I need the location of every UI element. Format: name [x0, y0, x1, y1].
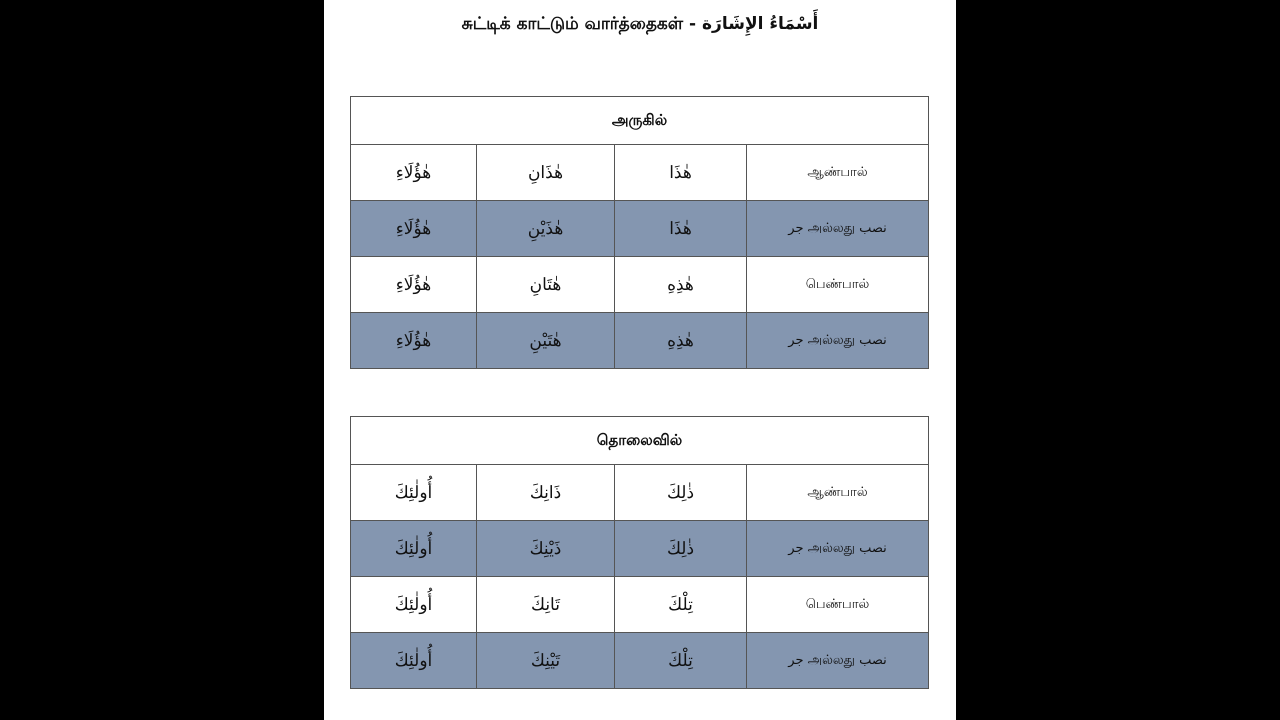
row-label: جر அல்லது نصب [747, 633, 929, 689]
plural-cell: أُولٰئِكَ [351, 465, 477, 521]
table-row [351, 257, 929, 313]
row-label: ஆண்பால் [747, 465, 929, 521]
dual-cell: تَيْنِكَ [477, 633, 615, 689]
singular-cell: تِلْكَ [615, 633, 747, 689]
dual-cell: ذَيْنِكَ [477, 521, 615, 577]
row-label: جر அல்லது نصب [747, 201, 929, 257]
singular-cell: هٰذَا [615, 201, 747, 257]
table-row [351, 201, 929, 257]
row-label: ஆண்பால் [747, 145, 929, 201]
table-row [351, 577, 929, 633]
table-row [351, 145, 929, 201]
plural-cell: أُولٰئِكَ [351, 577, 477, 633]
dual-cell: هٰذَانِ [477, 145, 615, 201]
plural-cell: أُولٰئِكَ [351, 633, 477, 689]
singular-cell: ذٰلِكَ [615, 521, 747, 577]
singular-cell: هٰذِهِ [615, 313, 747, 369]
dual-cell: ذَانِكَ [477, 465, 615, 521]
singular-cell: تِلْكَ [615, 577, 747, 633]
row-label: جر அல்லது نصب [747, 521, 929, 577]
document-page [324, 0, 956, 720]
plural-cell: أُولٰئِكَ [351, 521, 477, 577]
page-title: சுட்டிக் காட்டும் வார்த்தைகள் - أَسْمَاءُ الإِشَارَة [461, 14, 819, 34]
plural-cell: هٰؤُلَاءِ [351, 313, 477, 369]
row-label: பெண்பால் [747, 257, 929, 313]
dual-cell: هٰتَيْنِ [477, 313, 615, 369]
table-row [351, 313, 929, 369]
dual-cell: هٰذَيْنِ [477, 201, 615, 257]
dual-cell: تَانِكَ [477, 577, 615, 633]
table-header-far: தொலைவில் [351, 417, 929, 465]
near-demonstratives-table [350, 96, 929, 369]
table-header-near: அருகில் [351, 97, 929, 145]
plural-cell: هٰؤُلَاءِ [351, 201, 477, 257]
plural-cell: هٰؤُلَاءِ [351, 145, 477, 201]
table-row [351, 633, 929, 689]
table-row [351, 521, 929, 577]
singular-cell: هٰذِهِ [615, 257, 747, 313]
dual-cell: هٰتَانِ [477, 257, 615, 313]
plural-cell: هٰؤُلَاءِ [351, 257, 477, 313]
table-row [351, 465, 929, 521]
singular-cell: ذٰلِكَ [615, 465, 747, 521]
row-label: جر அல்லது نصب [747, 313, 929, 369]
row-label: பெண்பால் [747, 577, 929, 633]
far-demonstratives-table [350, 416, 929, 689]
singular-cell: هٰذَا [615, 145, 747, 201]
